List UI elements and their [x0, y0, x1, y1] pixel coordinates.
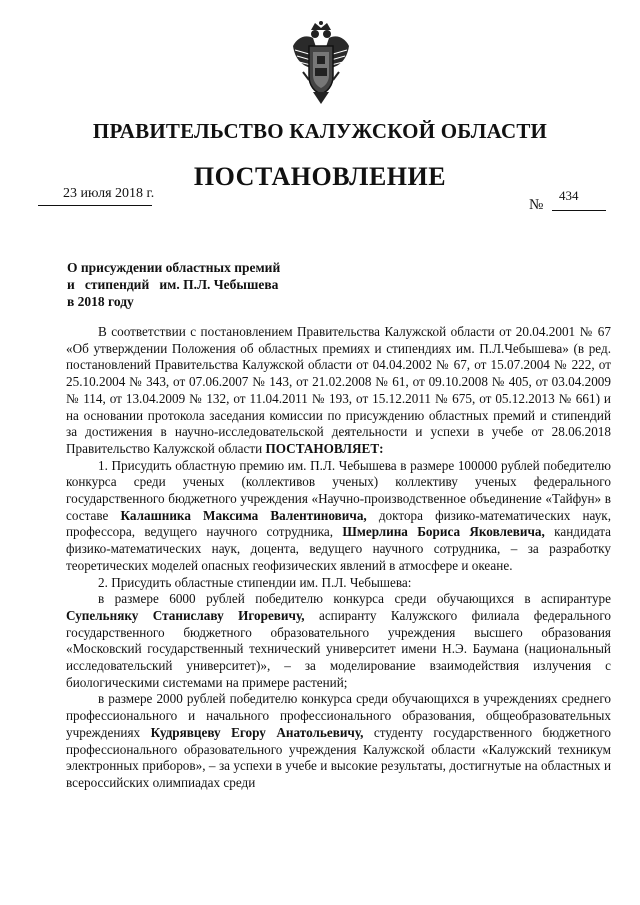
paragraph-stipend-postgrad	[66, 591, 611, 691]
stipend-text: аспиранту Калужского филиала федерального государственного бюджетного образовательного учреждения высшего образования «Московский государственный технический университет имени Н.Э. Баумана (национальный исследовательский университет)», – за моделирование взаимодействия излучения с биологическими системами на примере растений;	[66, 607, 611, 690]
document-body	[66, 324, 611, 792]
document-number: 434	[559, 188, 579, 203]
paragraph-stipends-heading: 2. Присудить областные стипендии им. П.Л. Чебышева:	[98, 574, 412, 590]
stipend-text: в размере 2000 рублей победителю конкурса среди обучающихся в учреждениях среднего профессионального и начального профессионального образования, общеобразовательных учреждениях	[66, 691, 611, 740]
laureate-name: Супельняку Станиславу Игоревичу,	[66, 607, 305, 623]
paragraph-preamble	[66, 324, 611, 458]
subject-line: и стипендий им. П.Л. Чебышева	[67, 277, 279, 292]
number-sign: №	[529, 197, 544, 213]
subject-line: О присуждении областных премий	[67, 260, 281, 275]
number-underline	[552, 210, 606, 211]
stipend-text: студенту государственного бюджетного профессионального образовательного учреждения Калужской области «Калужский техникум электронных приборов», – за успехи в учебе и высокие результаты, достигнутые на областных и всероссийских олимпиадах среди	[66, 724, 612, 790]
paragraph-prize	[66, 458, 611, 575]
document-date: 23 июля 2018 г.	[63, 186, 155, 201]
prize-text: кандидата физико-математических наук, доцента, ведущего научного сотрудника, – за разработку теоретических моделей опасных геофизических явлений в атмосфере и океане.	[66, 524, 612, 573]
laureate-name: Кудрявцеву Егору Анатольевичу,	[150, 724, 364, 740]
document-type-title: ПОСТАНОВЛЕНИЕ	[193, 162, 447, 191]
subject-line: в 2018 году	[67, 294, 134, 309]
date-underline	[38, 205, 152, 206]
prize-text: 1. Присудить областную премию им. П.Л. Чебышева в размере 100000 рублей победителю конкурса среди ученых (коллективов ученых) коллективу ученых федерального государственного бюджетного учреждения «Научно-производственное объединение «Тайфун» в составе	[66, 457, 611, 523]
prize-text: доктора физико-математических наук, профессора, ведущего научного сотрудника,	[66, 507, 611, 540]
resolves-keyword: ПОСТАНОВЛЯЕТ:	[265, 440, 384, 456]
preamble-text: В соответствии с постановлением Правительства Калужской области от 20.04.2001 № 67 «Об утверждении Положения об областных премиях и стипендиях им. П.Л.Чебышева» (в ред. постановлений Правительства Калужской области от 04.04.2002 № 67, от 15.07.2004 № 222, от 25.10.2004 № 343, от 07.06.2007 № 143, от 21.02.2008 № 61, от 09.10.2008 № 405, от 03.04.2009 № 114, от 13.04.2009 № 132, от 11.04.2011 № 193, от 15.12.2011 № 675, от 05.12.2013 № 661) и на основании протокола заседания комиссии по присуждению областных премий и стипендий за достижения в научно-исследовательской деятельности и успехи в учебе от 28.06.2018 Правительство Калужской области	[66, 324, 611, 456]
coat-of-arms-emblem	[289, 20, 353, 106]
laureate-name: Калашника Максима Валентиновича,	[120, 507, 367, 523]
stipend-text: в размере 6000 рублей победителю конкурса среди обучающихся в аспирантуре	[98, 591, 611, 607]
paragraph-stipend-student	[66, 691, 611, 791]
laureate-name: Шмерлина Бориса Яковлевича,	[342, 524, 545, 540]
organization-title: ПРАВИТЕЛЬСТВО КАЛУЖСКОЙ ОБЛАСТИ	[92, 119, 548, 143]
document-subject	[67, 259, 317, 310]
